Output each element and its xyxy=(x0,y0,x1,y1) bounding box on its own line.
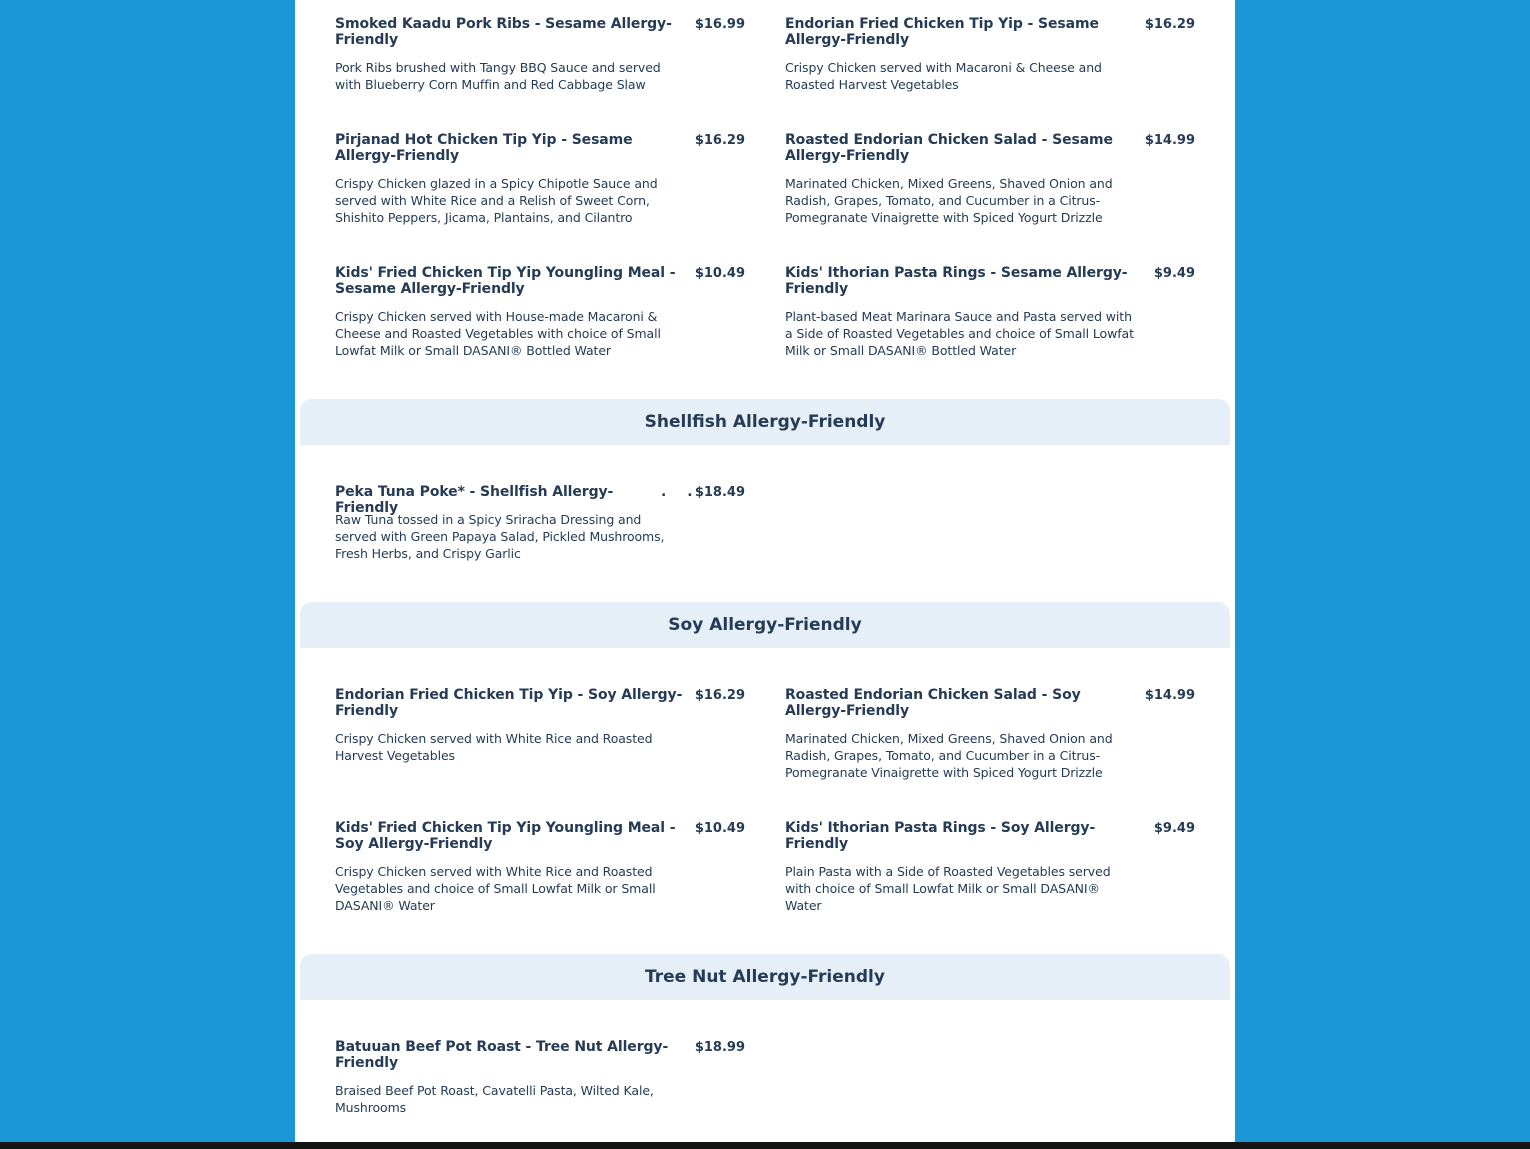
menu-item-price: $16.99 xyxy=(694,17,745,32)
menu-item-description: Crispy Chicken served with White Rice and Roasted Harvest Vegetables xyxy=(335,731,653,763)
bottom-edge-bar xyxy=(0,1142,1530,1149)
menu-item-name: Kids' Ithorian Pasta Rings - Sesame Allergy-Friendly xyxy=(785,265,1128,297)
menu-item-description: Crispy Chicken served with White Rice and Roasted Vegetables and choice of Small Lowfat Milk or Small DASANI® Water xyxy=(335,864,656,913)
menu-item-name: Roasted Endorian Chicken Salad - Soy Allergy-Friendly xyxy=(785,687,1081,719)
menu-item-description: Marinated Chicken, Mixed Greens, Shaved Onion and Radish, Grapes, Tomato, and Cucumber in a Citrus-Pomegranate Vinaigrette with Spiced Yogurt Drizzle xyxy=(785,731,1113,780)
menu-item-name: Kids' Fried Chicken Tip Yip Youngling Meal - Soy Allergy-Friendly xyxy=(335,820,676,852)
menu-item-name: Kids' Fried Chicken Tip Yip Youngling Meal - Sesame Allergy-Friendly xyxy=(335,265,676,297)
menu-item-name: Smoked Kaadu Pork Ribs - Sesame Allergy-Friendly xyxy=(335,16,672,48)
menu-item-price: $14.99 xyxy=(1144,688,1195,703)
menu-item-name: Endorian Fried Chicken Tip Yip - Sesame Allergy-Friendly xyxy=(785,16,1099,48)
menu-item-price: $14.99 xyxy=(1144,133,1195,148)
menu-item-description: Marinated Chicken, Mixed Greens, Shaved Onion and Radish, Grapes, Tomato, and Cucumber in a Citrus-Pomegranate Vinaigrette with Spiced Yogurt Drizzle xyxy=(785,176,1113,225)
menu-item-price: $16.29 xyxy=(1144,17,1195,32)
menu-item-description: Pork Ribs brushed with Tangy BBQ Sauce and served with Blueberry Corn Muffin and Red Cabbage Slaw xyxy=(335,60,661,92)
menu-item-price: $18.99 xyxy=(694,1040,745,1055)
menu-item-name: Endorian Fried Chicken Tip Yip - Soy Allergy-Friendly xyxy=(335,687,683,719)
menu-item-name: Roasted Endorian Chicken Salad - Sesame Allergy-Friendly xyxy=(785,132,1113,164)
section-header-tree-nut: Tree Nut Allergy-Friendly xyxy=(300,954,1230,1000)
menu-item-name: Peka Tuna Poke* - Shellfish Allergy-Friendly xyxy=(335,484,614,516)
menu-item-description: Raw Tuna tossed in a Spicy Sriracha Dressing and served with Green Papaya Salad, Pickled Mushrooms, Fresh Herbs, and Crispy Garlic xyxy=(335,512,665,561)
menu-item-price: $10.49 xyxy=(694,266,745,281)
menu-item-price: $16.29 xyxy=(694,688,745,703)
menu-item-price: $10.49 xyxy=(694,821,745,836)
menu-item-price: $9.49 xyxy=(1153,821,1195,836)
menu-item-description: Plant-based Meat Marinara Sauce and Pasta served with a Side of Roasted Vegetables and choice of Small Lowfat Milk or Small DASANI® Bottled Water xyxy=(785,309,1134,358)
menu-item-price: $18.49 xyxy=(694,485,745,500)
section-header-shellfish: Shellfish Allergy-Friendly xyxy=(300,399,1230,445)
menu-item-name: Kids' Ithorian Pasta Rings - Soy Allergy-Friendly xyxy=(785,820,1096,852)
menu-item-description: Braised Beef Pot Roast, Cavatelli Pasta, Wilted Kale, Mushrooms xyxy=(335,1083,654,1115)
section-header-soy: Soy Allergy-Friendly xyxy=(300,602,1230,648)
menu-item-description: Crispy Chicken served with House-made Macaroni & Cheese and Roasted Vegetables with choice of Small Lowfat Milk or Small DASANI® Bottled Water xyxy=(335,309,661,358)
menu-item-price: $9.49 xyxy=(1153,266,1195,281)
menu-item-name: Batuuan Beef Pot Roast - Tree Nut Allergy-Friendly xyxy=(335,1039,669,1071)
menu-item-name: Pirjanad Hot Chicken Tip Yip - Sesame Allergy-Friendly xyxy=(335,132,633,164)
menu-item-price: $16.29 xyxy=(694,133,745,148)
menu-item-description: Crispy Chicken served with Macaroni & Cheese and Roasted Harvest Vegetables xyxy=(785,60,1102,92)
dot-leader: . . xyxy=(661,484,701,500)
menu-item-description: Plain Pasta with a Side of Roasted Vegetables served with choice of Small Lowfat Milk or Small DASANI® Water xyxy=(785,864,1111,913)
menu-panel xyxy=(295,0,1235,1142)
menu-item-description: Crispy Chicken glazed in a Spicy Chipotle Sauce and served with White Rice and a Relish of Sweet Corn, Shishito Peppers, Jicama, Plantains, and Cilantro xyxy=(335,176,658,225)
